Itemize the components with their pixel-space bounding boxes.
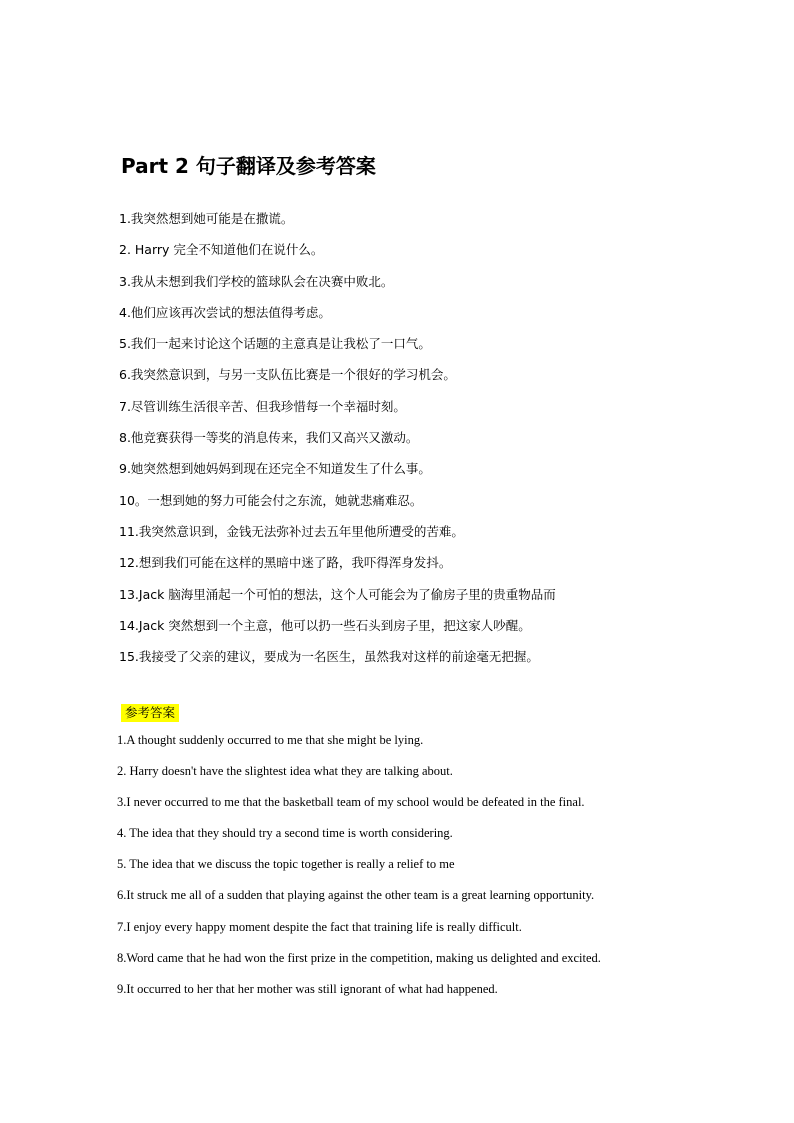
list-item: 2. Harry doesn't have the slightest idea what they are talking about. [117,764,453,779]
list-item: 4.他们应该再次尝试的想法值得考虑。 [119,304,331,320]
list-item: 5. The idea that we discuss the topic together is really a relief to me [117,857,455,872]
list-item: 3.I never occurred to me that the basketball team of my school would be defeated in the final. [117,795,585,810]
list-item: 11.我突然意识到，金钱无法弥补过去五年里他所遭受的苦难。 [119,523,464,539]
page-title: Part 2 句子翻译及参考答案 [121,154,376,178]
answer-section-label: 参考答案 [121,704,179,722]
list-item: 7.I enjoy every happy moment despite the fact that training life is really difficult. [117,919,522,934]
chinese-sentence-list [119,208,719,677]
list-item: 8.Word came that he had won the first prize in the competition, making us delighted and excited. [117,950,601,965]
list-item: 1.我突然想到她可能是在撒谎。 [119,211,294,226]
list-item: 4. The idea that they should try a second time is worth considering. [117,826,453,841]
list-item: 3.我从未想到我们学校的篮球队会在决赛中败北。 [119,273,394,289]
list-item: 10。一想到她的努力可能会付之东流，她就悲痛难忍。 [119,492,423,508]
list-item: 15.我接受了父亲的建议，要成为一名医生，虽然我对这样的前途毫无把握。 [119,649,539,665]
list-item: 9.她突然想到她妈妈到现在还完全不知道发生了什么事。 [119,461,431,477]
list-item: 9.It occurred to her that her mother was still ignorant of what had happened. [117,981,498,996]
list-item: 6.我突然意识到，与另一支队伍比赛是一个很好的学习机会。 [119,367,456,383]
list-item: 13.Jack 脑海里涌起一个可怕的想法，这个人可能会为了偷房子里的贵重物品而 [119,586,556,602]
list-item: 7.尽管训练生活很辛苦、但我珍惜每一个幸福时刻。 [119,398,406,414]
list-item: 1.A thought suddenly occurred to me that she might be lying. [117,733,424,747]
list-item: 14.Jack 突然想到一个主意，他可以扔一些石头到房子里，把这家人吵醒。 [119,617,531,633]
list-item: 6.It struck me all of a sudden that playing against the other team is a great learning opportunity. [117,888,595,903]
answer-list [117,729,737,1009]
list-item: 2. Harry 完全不知道他们在说什么。 [119,242,324,258]
list-item: 5.我们一起来讨论这个话题的主意真是让我松了一口气。 [119,336,431,352]
list-item: 8.他竞赛获得一等奖的消息传来，我们又高兴又激动。 [119,430,419,446]
list-item: 12.想到我们可能在这样的黑暗中迷了路，我吓得浑身发抖。 [119,555,452,571]
